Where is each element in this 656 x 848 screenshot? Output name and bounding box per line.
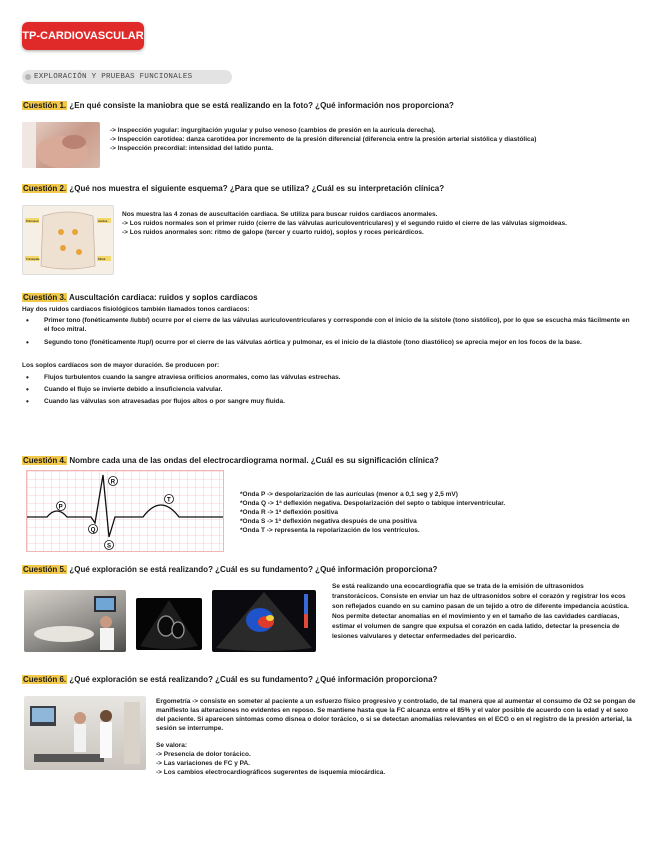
answer-line: -> Los ruidos anormales son: ritmo de galope (tercer y cuarto ruido), soplos y roces pericárdicos.: [122, 229, 424, 236]
question-number: Cuestión 4.: [23, 456, 67, 465]
answer-line: -> Inspección carotídea: danza carotídea por incremento de la presión diferencial (diferencia entre la presión arterial sistólica y diastólica): [110, 136, 537, 143]
answer-line: Nos muestra las 4 zonas de auscultación cardiaca. Se utiliza para buscar ruidos cardiacos anormales.: [122, 211, 438, 218]
murmurs-list: [22, 372, 632, 408]
echo-doppler-illustration: [212, 590, 316, 652]
question-6: [22, 675, 437, 685]
list-item: • Segundo tono (fonéticamente /tup/) ocurre por el cierre de las válvulas aórtica y pulmonar, es el inicio de la diástole (tono diastólico) se aprecia mejor en los focos de la base.: [22, 338, 632, 347]
ecg-waveform: [27, 471, 223, 551]
neck-exam-illustration: [22, 122, 100, 168]
diagram-label: Aórtica: [98, 219, 108, 223]
valora-title: Se valora:: [156, 742, 188, 749]
answer-line: *Onda S -> 1ª deflexión negativa después de una positiva: [240, 518, 417, 525]
diagram-label: Mitral: [98, 257, 106, 261]
answer-line: -> Los ruidos normales son el primer ruido (cierre de las válvulas auriculoventriculares) y el segundo ruido el cierre de las válvulas sigmoideas.: [122, 220, 567, 227]
question-2: [22, 184, 444, 194]
wave-label-r: R: [110, 479, 116, 486]
question-1: [22, 101, 454, 111]
answer-line: *Onda P -> despolarización de las aurículas (menor a 0,1 seg y 2,5 mV): [240, 491, 458, 498]
echo-image-grayscale: [136, 598, 202, 650]
answer-5: Se está realizando una ecocardiografía que se trata de la emisión de ultrasonidos transtorácicos. Consiste en enviar un haz de ultrasonidos sobre el corazón y registrar los ecos son reflejados cuando en su camino pasan de un tejido a otro de diferente impedancia acústica. Nos permite detectar anomalías en el movimiento y en el tamaño de las cavidades cardíacas, estimar el volumen de sangre que expulsa el corazón en cada latido, detectar la presencia de lesiones valvulares y detectar enfermedades del pericardio.: [332, 583, 629, 640]
answer-text: Ergometría -> consiste en someter al paciente a un esfuerzo físico progresivo y controlado, de tal manera que al aumentar el consumo de O2 se pongan de manifiesto las alteraciones no evidentes en reposo. Se mantiene hasta que la FC alcanza entre el 85% y el valor posible de acuerdo con la edad y el sexo del paciente. Si aparecen síntomas como disnea o dolor torácico, o si se detectan anomalías relevantes en el ECG o en el registro de la presión arterial, la sesión se interrumpe.: [156, 698, 636, 732]
answer-line: *Onda R -> 1ª deflexión positiva: [240, 509, 338, 516]
question-3: [22, 293, 258, 303]
answer-intro: Los soplos cardíacos son de mayor duración. Se producen por:: [22, 362, 220, 369]
question-number: Cuestión 1.: [23, 101, 67, 110]
answer-4: [240, 490, 640, 535]
question-text: Auscultación cardiaca: ruidos y soplos cardiacos: [67, 293, 258, 302]
answer-line: -> Inspección yugular: ingurgitación yugular y pulso venoso (cambios de presión en la aurícula derecha).: [110, 127, 436, 134]
question-4: [22, 456, 439, 466]
answer-line: -> Inspección precordial: intensidad del latido punta.: [110, 145, 274, 152]
question-text: Nombre cada una de las ondas del electrocardiograma normal. ¿Cuál es su significación clínica?: [67, 456, 439, 465]
answer-2: [122, 210, 622, 237]
question-text: ¿Qué exploración se está realizando? ¿Cuál es su fundamento? ¿Qué información proporciona?: [67, 565, 438, 574]
question-text: ¿En qué consiste la maniobra que se está realizando en la foto? ¿Qué información nos proporciona?: [67, 101, 454, 110]
answer-line: *Onda Q -> 1ª deflexión negativa. Despolarización del septo o tabique interventricular.: [240, 500, 506, 507]
auscultation-diagram: [22, 205, 114, 275]
wave-label-q: Q: [90, 527, 96, 534]
echocardiography-room-photo: [24, 590, 126, 652]
question-number: Cuestión 2.: [23, 184, 67, 193]
list-item: • Flujos turbulentos cuando la sangre atraviesa orificios anormales, como las válvulas estrechas.: [22, 372, 632, 384]
question-text: ¿Qué nos muestra el siguiente esquema? ¿Para que se utiliza? ¿Cuál es su interpretación clínica?: [67, 184, 445, 193]
answer-6: [156, 697, 636, 777]
answer-3: [22, 305, 632, 408]
echo-image-doppler: [212, 590, 316, 652]
bullet-icon: [25, 74, 31, 80]
neck-exam-photo: [22, 122, 100, 168]
answer-line: *Onda T -> representa la repolarización de los ventrículos.: [240, 527, 420, 534]
stress-test-photo: [24, 696, 146, 770]
wave-label-p: P: [58, 504, 63, 511]
echo-grayscale-illustration: [136, 598, 202, 650]
answer-line: -> Presencia de dolor torácico.: [156, 751, 251, 758]
question-5: [22, 565, 437, 575]
section-subtitle: [22, 70, 232, 84]
answer-line: -> Las variaciones de FC y PA.: [156, 760, 250, 767]
question-text: ¿Qué exploración se está realizando? ¿Cuál es su fundamento? ¿Qué información proporciona?: [67, 675, 438, 684]
diagram-label: Tricúspide: [26, 257, 40, 261]
subtitle-text: EXPLORACIÓN Y PRUEBAS FUNCIONALES: [34, 73, 193, 81]
echo-room-illustration: [24, 590, 126, 652]
answer-line: -> Los cambios electrocardiográficos sugerentes de isquemia miocárdica.: [156, 769, 386, 776]
answer-1: [110, 126, 640, 153]
diagram-label: Pulmonar: [26, 219, 39, 223]
list-item: • Cuando las válvulas son atravesadas por flujos altos o por sangre muy fluida.: [22, 396, 632, 408]
ecg-strip: [26, 470, 224, 552]
wave-label-s: S: [107, 543, 112, 550]
list-item: • Cuando el flujo se invierte debido a insuficiencia valvular.: [22, 384, 632, 396]
tones-list: [22, 316, 632, 347]
question-number: Cuestión 5.: [23, 565, 67, 574]
answer-intro: Hay dos ruidos cardiacos fisiológicos también llamados tonos cardiacos:: [22, 306, 250, 313]
wave-label-t: T: [167, 497, 171, 504]
list-item: • Primer tono (fonéticamente /lubb/) ocurre por el cierre de las válvulas auriculoventriculares y corresponde con el inicio de la sístole (tono sistólico), por lo que se escucha más fácilmente en el foco mitral.: [22, 316, 632, 334]
chest-diagram: [23, 206, 113, 274]
stress-test-illustration: [24, 696, 146, 770]
title-badge: TP-CARDIOVASCULAR: [22, 22, 144, 50]
question-number: Cuestión 3.: [23, 293, 67, 302]
question-number: Cuestión 6.: [23, 675, 67, 684]
